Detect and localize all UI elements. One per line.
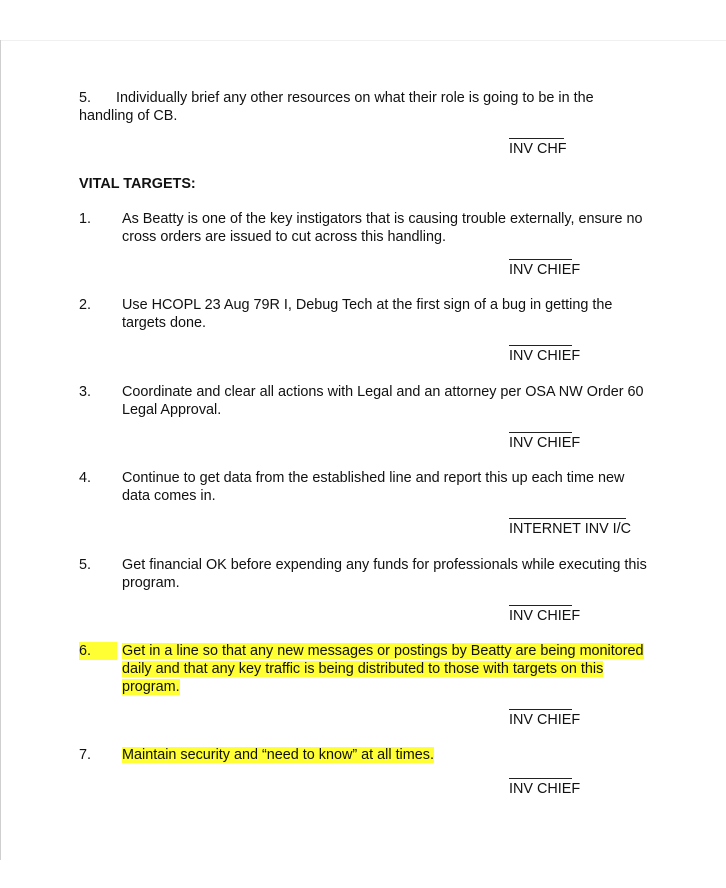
signoff-label: INV CHIEF xyxy=(509,435,581,451)
signature-line xyxy=(509,518,626,519)
intro-text-line1: Individually brief any other resources on what their role is going to be in the xyxy=(116,90,594,106)
signature-line xyxy=(509,605,572,606)
signoff-label: INV CHIEF xyxy=(509,781,581,797)
signoff-label: INV CHF xyxy=(509,141,567,157)
target-item-6 xyxy=(79,642,649,696)
target-text-wrapper xyxy=(122,746,649,764)
intro-line-1 xyxy=(79,89,649,107)
target-3-signoff xyxy=(509,432,580,452)
signature-line xyxy=(509,345,572,346)
target-item-4 xyxy=(79,469,649,505)
target-item-1 xyxy=(79,210,649,246)
target-item-3 xyxy=(79,383,649,419)
target-5-signoff xyxy=(509,605,580,625)
target-text-wrapper xyxy=(122,642,649,696)
target-item-2 xyxy=(79,296,649,332)
signoff-label: INV CHIEF xyxy=(509,262,581,278)
intro-number: 5. xyxy=(79,90,92,106)
target-text: Coordinate and clear all actions with Legal and an attorney per OSA NW Order 60 Legal Approval. xyxy=(122,384,644,418)
target-number: 4. xyxy=(79,470,92,486)
target-text: Use HCOPL 23 Aug 79R I, Debug Tech at the first sign of a bug in getting the targets done. xyxy=(122,297,613,331)
signoff-label: INV CHIEF xyxy=(509,712,581,728)
intro-item xyxy=(79,89,649,125)
signoff-label: INTERNET INV I/C xyxy=(509,521,632,537)
target-text: As Beatty is one of the key instigators that is causing trouble externally, ensure no cross orders are issued to cut across this handling. xyxy=(122,211,643,245)
target-text: Continue to get data from the established line and report this up each time new data comes in. xyxy=(122,470,625,504)
intro-text-line2: handling of CB. xyxy=(79,108,178,124)
target-text: Maintain security and “need to know” at all times. xyxy=(122,747,434,763)
target-number: 1. xyxy=(79,211,92,227)
target-number: 6. xyxy=(79,642,117,660)
signoff-label: INV CHIEF xyxy=(509,348,581,364)
target-item-5 xyxy=(79,556,649,592)
target-text: Get financial OK before expending any funds for professionals while executing this program. xyxy=(122,557,647,591)
signature-line xyxy=(509,709,572,710)
section-heading: VITAL TARGETS: xyxy=(79,176,196,192)
intro-signoff xyxy=(509,138,567,158)
target-number: 3. xyxy=(79,384,92,400)
target-7-signoff xyxy=(509,778,580,798)
target-number: 2. xyxy=(79,297,92,313)
target-1-signoff xyxy=(509,259,580,279)
target-4-signoff xyxy=(509,518,631,538)
target-number: 5. xyxy=(79,557,92,573)
page-top-edge xyxy=(0,40,726,41)
target-2-signoff xyxy=(509,345,580,365)
target-number: 7. xyxy=(79,747,92,763)
target-text: Get in a line so that any new messages or postings by Beatty are being monitored daily and that any key traffic is being distributed to those with targets on this program. xyxy=(122,643,644,695)
page-left-edge xyxy=(0,40,1,860)
target-item-7 xyxy=(79,746,649,764)
signature-line xyxy=(509,259,572,260)
signature-line xyxy=(509,778,572,779)
signature-line xyxy=(509,138,564,139)
signoff-label: INV CHIEF xyxy=(509,608,581,624)
target-6-signoff xyxy=(509,709,580,729)
signature-line xyxy=(509,432,572,433)
